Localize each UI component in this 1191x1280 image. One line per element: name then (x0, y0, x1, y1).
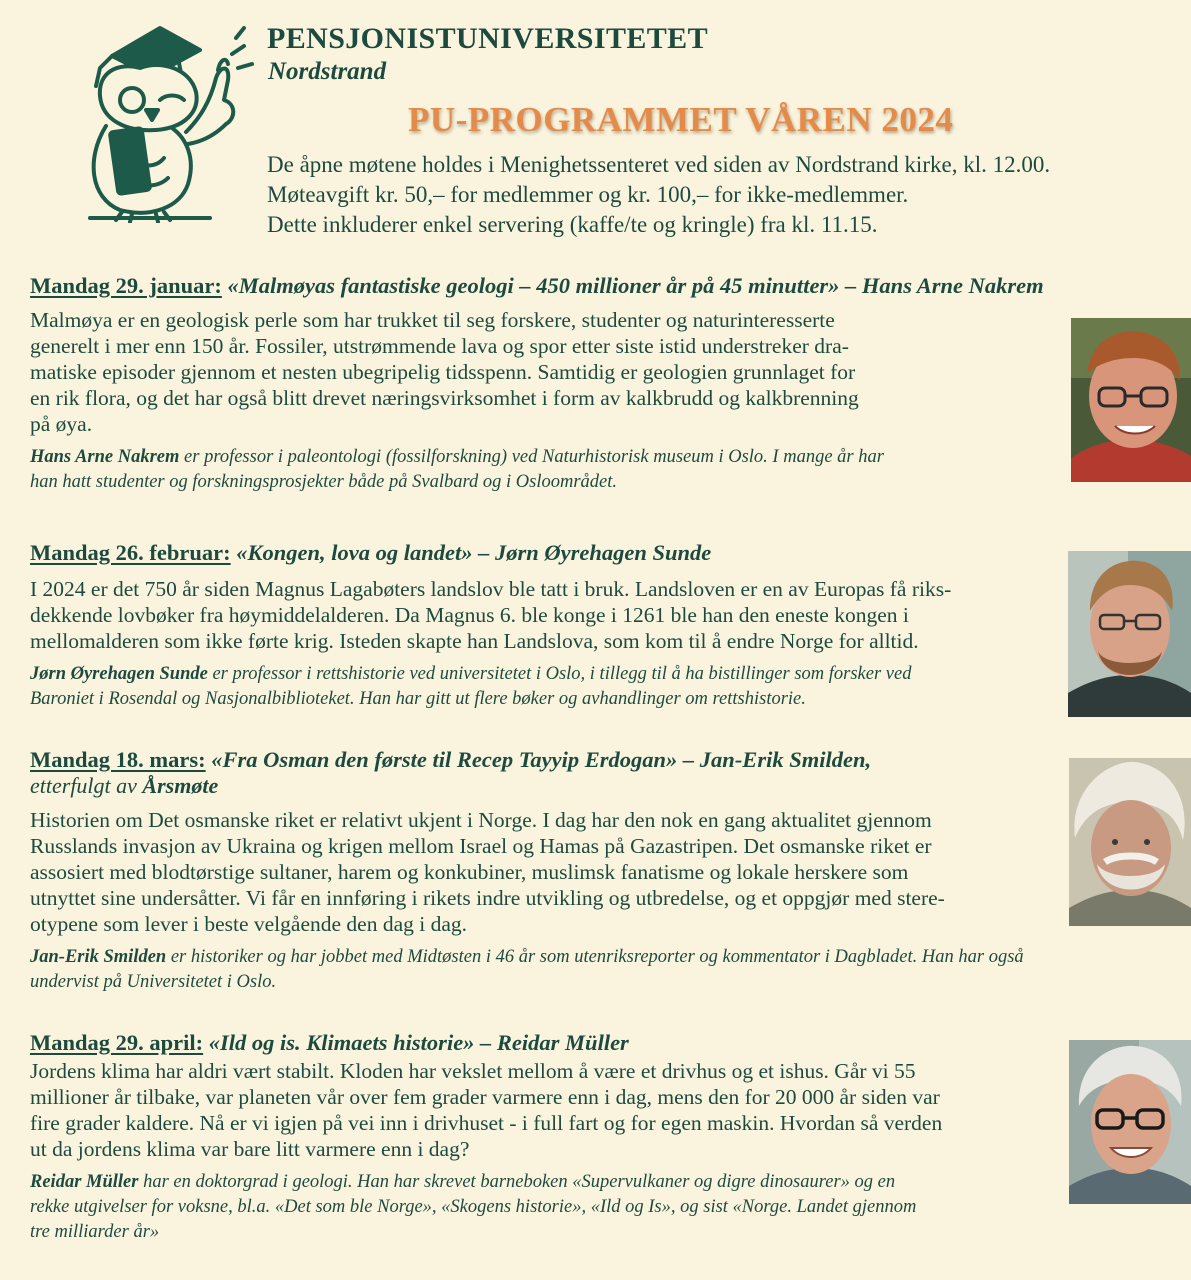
speaker-name: Hans Arne Nakrem (30, 447, 180, 467)
speaker-photo-muller (1069, 1040, 1191, 1204)
description-line: utnyttet sine undersåtter. Vi får en innføring i rikets indre utvikling og utbredelse, og et oppgjør med stere- (30, 886, 945, 910)
description-line: generelt i mer enn 150 år. Fossiler, utstrømmende lava og spor etter siste istid understreker dra- (30, 334, 849, 358)
event-january (30, 273, 1044, 495)
event-date: Mandag 29. april: (30, 1030, 204, 1055)
speaker-photo-smilden (1069, 758, 1191, 926)
bio-line: Baroniet i Rosendal og Nasjonalbiblioteket. Han har gitt ut flere bøker og avhandlinger om rettshistorie. (30, 689, 806, 709)
bio-line: tre milliarder år» (30, 1222, 160, 1242)
organization-name: PENSJONISTUNIVERSITETET (267, 22, 709, 55)
description-line: matiske episoder gjennom et nesten ubegripelig tidsspenn. Samtidig er geologien grunnlaget for (30, 360, 856, 384)
speaker-photo-nakrem (1071, 318, 1191, 482)
speaker-bio (30, 945, 1024, 995)
description-line: mellomalderen som ikke førte krig. Isteden skapte han Landslova, som kom til å endre Norge for alltid. (30, 629, 919, 653)
event-date: Mandag 29. januar: (30, 273, 222, 298)
event-heading (30, 540, 951, 566)
description-line: Malmøya er en geologisk perle som har trukket til seg forskere, studenter og naturinteresserte (30, 308, 835, 332)
owl-mascot-logo (60, 8, 260, 223)
description-line: otypene som lever i beste velgående den dag i dag. (30, 912, 468, 936)
bio-line: er professor i rettshistorie ved universitetet i Oslo, i tillegg til å ha bistillinger som forsker ved (207, 664, 912, 684)
event-heading (30, 273, 1044, 299)
event-february (30, 540, 951, 712)
event-title: «Ild og is. Klimaets historie» – Reidar Müller (208, 1030, 629, 1055)
intro-line: Dette inkluderer enkel servering (kaffe/te og kringle) fra kl. 11.15. (267, 212, 878, 237)
description-line: en rik flora, og det har også blitt drevet næringsvirksomhet i form av kalkbrudd og kalkbrenning (30, 386, 859, 410)
bio-line: undervist på Universitetet i Oslo. (30, 972, 277, 992)
bio-line: er historiker og har jobbet med Midtøsten i 46 år som utenriksreporter og kommentator i Dagbladet. Han har også (166, 947, 1024, 967)
annual-meeting-label: Årsmøte (142, 773, 219, 798)
event-description (30, 1058, 942, 1162)
description-line: ut da jordens klima var bare litt varmere enn i dag? (30, 1137, 470, 1161)
event-description (30, 807, 1024, 937)
intro-text (267, 150, 1050, 240)
program-title: PU-PROGRAMMET VÅREN 2024 (408, 100, 954, 139)
bio-line: han hatt studenter og forskningsprosjekter både på Svalbard og i Osloområdet. (30, 472, 617, 492)
event-date: Mandag 26. februar: (30, 540, 231, 565)
description-line: dekkende lovbøker fra høymiddelalderen. Da Magnus 6. ble konge i 1261 ble han den eneste kongen i (30, 603, 909, 627)
intro-line: Møteavgift kr. 50,– for medlemmer og kr. 100,– for ikke-medlemmer. (267, 182, 909, 207)
bio-line: har en doktorgrad i geologi. Han har skrevet barneboken «Supervulkaner og digre dinosaurer» og en (138, 1172, 896, 1192)
event-description (30, 576, 951, 654)
description-line: I 2024 er det 750 år siden Magnus Lagabøters landslov ble tatt i bruk. Landsloven er en av Europas få riks- (30, 577, 952, 601)
description-line: fire grader kaldere. Nå er vi igjen på vei inn i drivhuset - i full fart og for egen maskin. Hvordan så verden (30, 1111, 943, 1135)
speaker-bio (30, 1170, 942, 1245)
event-description (30, 307, 1044, 437)
speaker-photo-sunde (1068, 551, 1191, 717)
event-title: «Malmøyas fantastiske geologi – 450 millioner år på 45 minutter» – Hans Arne Nakrem (227, 273, 1044, 298)
description-line: assosiert med blodtørstige sultaner, harem og konkubiner, muslimsk fanatisme og lokale herskere som (30, 860, 909, 884)
event-title: «Fra Osman den første til Recep Tayyip Erdogan» – Jan-Erik Smilden, (211, 747, 872, 772)
description-line: Russlands invasjon av Ukraina og krigen mellom Israel og Hamas på Gazastripen. Det osmanske riket er (30, 834, 932, 858)
speaker-bio (30, 445, 1044, 495)
event-heading (30, 747, 1024, 773)
description-line: millioner år tilbake, var planeten vår over fem grader varmere enn i dag, mens den for 20 000 år siden var (30, 1085, 940, 1109)
intro-line: De åpne møtene holdes i Menighetssenteret ved siden av Nordstrand kirke, kl. 12.00. (267, 152, 1051, 177)
bio-line: rekke utgivelser for voksne, bl.a. «Det som ble Norge», «Skogens historie», «Ild og Is», og sist «Norge. Landet gjennom (30, 1197, 917, 1217)
event-heading (30, 1030, 942, 1056)
event-date: Mandag 18. mars: (30, 747, 206, 772)
description-line: Historien om Det osmanske riket er relativt ukjent i Norge. I dag har den nok en gang aktualitet gjennom (30, 808, 932, 832)
event-april (30, 1030, 942, 1245)
event-subtitle: etterfulgt av Årsmøte (30, 773, 219, 798)
speaker-name: Reidar Müller (30, 1172, 139, 1192)
speaker-name: Jan-Erik Smilden (30, 947, 167, 967)
speaker-bio (30, 662, 951, 712)
speaker-name: Jørn Øyrehagen Sunde (30, 664, 208, 684)
branch-name: Nordstrand (268, 58, 387, 85)
description-line: Jordens klima har aldri vært stabilt. Kloden har vekslet mellom å være et drivhus og et ishus. Går vi 55 (30, 1059, 916, 1083)
description-line: på øya. (30, 412, 93, 436)
event-title: «Kongen, lova og landet» – Jørn Øyrehagen Sunde (236, 540, 712, 565)
event-march (30, 747, 1024, 995)
bio-line: er professor i paleontologi (fossilforskning) ved Naturhistorisk museum i Oslo. I mange år har (179, 447, 884, 467)
